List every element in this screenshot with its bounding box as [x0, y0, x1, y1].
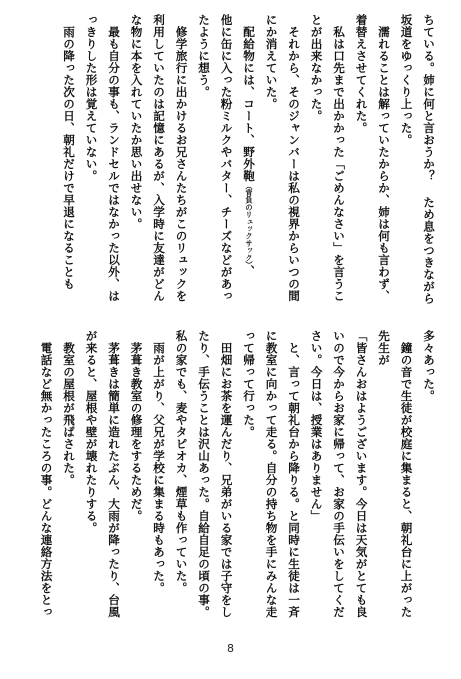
text-line: 茅葺き教室の修理をするためだ。: [129, 330, 144, 522]
text-line: 雨の降った次の日、朝礼だけで早退になることも: [62, 14, 76, 290]
text-line: 多々あった。: [422, 330, 436, 402]
text-line: と、言って朝礼台から降りる。と同時に生徒は一斉: [287, 330, 301, 618]
text-line: 「皆さんおはようございます。今日は天気がとても良: [354, 330, 369, 618]
text-line: 私は口先まで出かかった「ごめんなさい」を言うこ: [332, 14, 346, 302]
text-line: って帰って行った。: [242, 330, 256, 438]
text-line: 私の家でも、麦やタピオカ、煙草も作っていた。: [174, 330, 189, 594]
text-line: 最も自分の事も、ランドセルではなかった以外、は: [107, 14, 121, 302]
text-line: 雨が上がり、父兄が学校に集まる時もあった。: [152, 330, 166, 594]
text-line: にか消えていた。: [264, 14, 279, 110]
text-line: 田畑にお茶を運んだり、兄弟がいる家では子守をし: [219, 330, 234, 618]
page-number: 8: [227, 642, 234, 655]
text-line: それから、そのジャンバーは私の視界からいつの間: [287, 14, 301, 302]
inline-note-tail: 、: [242, 264, 256, 277]
text-line: 他に缶に入った粉ミルクやバター、チーズなどがあっ: [219, 14, 234, 302]
text-line: な物に本を入れていたか思い出せない。: [129, 14, 144, 230]
text-line: 先生が: [377, 330, 391, 366]
text-line: 濡れることは解っていたからか、姉は何も言わず、: [377, 14, 391, 302]
lower-text-section: [22, 330, 440, 630]
text-line: 修学旅行に出かけるお兄さんたちがこのリュックを: [174, 14, 189, 302]
text-line: 茅葺きは簡単に造れたぶん、大雨が降ったり、台風: [107, 330, 121, 618]
text-line: とが出来なかった。: [309, 14, 324, 122]
upper-text-section: [22, 14, 440, 314]
text-line: いので今からお家に帰って、お家の手伝いをしてくだ: [332, 330, 346, 618]
text-line: たように想う。: [197, 14, 211, 98]
text-line: 着替えさせてくれた。: [354, 14, 369, 134]
text-line: ちている。姉に何と言おうか？ ため息をつきながら: [422, 14, 436, 305]
text-line: さい。今日は、授業はありません」: [309, 330, 324, 522]
text-line: 利用していたのは記憶にあるが、入学時に友達がどん: [152, 14, 166, 302]
text-line: 電話など無かったころの事。どんな連絡方法をとっ: [39, 330, 54, 618]
text-line: 鐘の音で生徒が校庭に集まると、朝礼台に上がった: [399, 330, 414, 618]
text-line: 配給物には、コート、野外鞄（背負のリュックサック）、: [242, 14, 256, 277]
text-line: っきりした形は覚えていない。: [84, 14, 99, 182]
text-line: に教室に向かって走る。自分の持ち物を手にみんな走: [264, 330, 279, 618]
text-line: 坂道をゆっくり上った。: [399, 14, 414, 146]
text-line: が来ると、屋根や壁が壊れたりする。: [84, 330, 99, 534]
text-line: たり、手伝うことは沢山あった。自給自足の頃の事。: [197, 330, 211, 618]
text-line: 教室の屋根が飛ばされた。: [62, 330, 76, 486]
inline-note: （背負のリュックサック）: [245, 182, 254, 265]
